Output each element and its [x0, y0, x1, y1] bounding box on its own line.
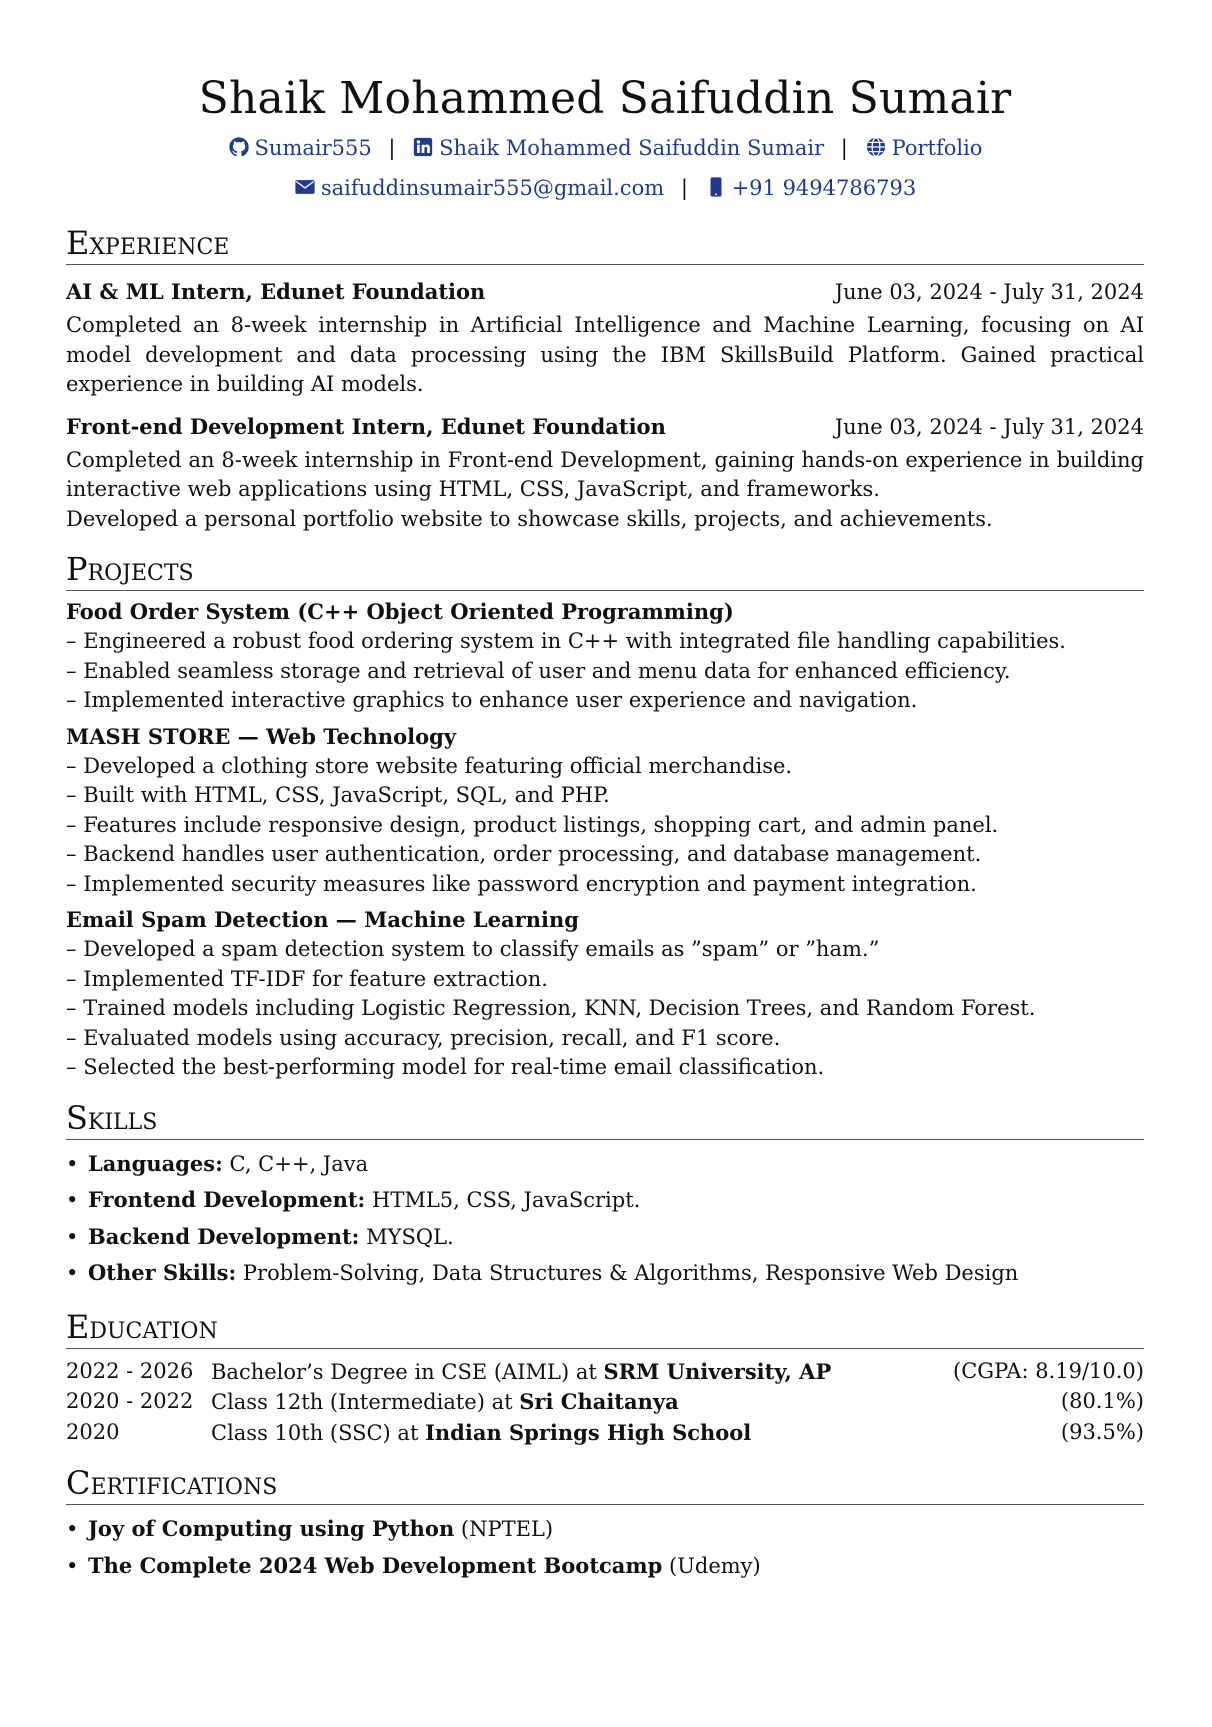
- linkedin-link[interactable]: [412, 136, 831, 160]
- globe-icon: [865, 136, 887, 158]
- project-item: [66, 905, 1144, 1083]
- candidate-name: Shaik Mohammed Saifuddin Sumair: [198, 73, 1012, 124]
- job-title: AI & ML Intern, Edunet Foundation: [66, 279, 486, 304]
- email-link[interactable]: [294, 176, 671, 200]
- skill-label: Backend Development:: [88, 1223, 360, 1249]
- education-degree: Bachelor’s Degree in CSE (AIML) at: [211, 1359, 597, 1384]
- certification-issuer: (NPTEL): [460, 1517, 554, 1541]
- project-point: – Built with HTML, CSS, JavaScript, SQL, and PHP.: [66, 781, 1144, 811]
- section-title-experience: Experience: [66, 224, 1144, 265]
- project-point: – Evaluated models using accuracy, precision, recall, and F1 score.: [66, 1024, 1144, 1054]
- education-school: Sri Chaitanya: [519, 1389, 679, 1414]
- education-score: (CGPA: 8.19/10.0): [953, 1358, 1144, 1383]
- separator: |: [388, 136, 396, 160]
- skill-item: • Frontend Development: HTML5, CSS, JavaScript.: [66, 1187, 641, 1212]
- education-score: (93.5%): [1060, 1419, 1144, 1444]
- education-degree: Class 10th (SSC) at: [211, 1420, 419, 1445]
- education-school: Indian Springs High School: [425, 1419, 752, 1445]
- project-point: – Implemented interactive graphics to enhance user experience and navigation.: [66, 686, 1144, 716]
- github-username: Sumair555: [254, 136, 372, 160]
- job-dates: June 03, 2024 - July 31, 2024: [834, 280, 1144, 304]
- project-title: Food Order System (C++ Object Oriented Programming): [66, 599, 734, 624]
- certification-item: • The Complete 2024 Web Development Bootcamp (Udemy): [66, 1552, 761, 1578]
- certification-name: The Complete 2024 Web Development Bootcamp: [88, 1552, 663, 1578]
- separator: |: [840, 136, 848, 160]
- certification-issuer: (Udemy): [669, 1553, 761, 1578]
- phone-link[interactable]: [705, 176, 917, 200]
- contact-line-2: [66, 168, 1144, 208]
- job-dates: June 03, 2024 - July 31, 2024: [834, 414, 1144, 439]
- project-point: – Developed a clothing store website featuring official merchandise.: [66, 752, 1144, 782]
- skill-item: • Backend Development: MYSQL.: [66, 1223, 454, 1249]
- section-title-projects: Projects: [66, 550, 1144, 591]
- project-point: – Backend handles user authentication, order processing, and database management.: [66, 840, 1144, 870]
- skill-value: Problem-Solving, Data Structures & Algorithms, Responsive Web Design: [242, 1261, 1019, 1285]
- skill-value: HTML5, CSS, JavaScript.: [372, 1188, 641, 1212]
- skill-label: Frontend Development:: [88, 1187, 366, 1212]
- skill-value: MYSQL.: [366, 1224, 454, 1249]
- certification-item: • Joy of Computing using Python (NPTEL): [66, 1516, 554, 1541]
- education-school: SRM University, AP: [603, 1358, 832, 1384]
- portfolio-link[interactable]: [865, 136, 983, 160]
- contact-line-1: [66, 128, 1144, 168]
- education-list: [66, 1357, 1144, 1449]
- skill-value: C, C++, Java: [229, 1151, 369, 1176]
- linkedin-name: Shaik Mohammed Saifuddin Sumair: [439, 136, 825, 160]
- education-degree: Class 12th (Intermediate) at: [211, 1390, 513, 1414]
- project-point: – Implemented TF-IDF for feature extraction.: [66, 965, 1144, 995]
- skill-item: • Languages: C, C++, Java: [66, 1150, 369, 1176]
- project-title: Email Spam Detection — Machine Learning: [66, 907, 579, 932]
- project-title: MASH STORE — Web Technology: [66, 723, 457, 749]
- project-point: – Trained models including Logistic Regression, KNN, Decision Trees, and Random Forest.: [66, 994, 1144, 1024]
- github-link[interactable]: [228, 136, 379, 160]
- project-item: [66, 722, 1144, 900]
- education-row: [66, 1387, 1144, 1418]
- project-point: – Enabled seamless storage and retrieval of user and menu data for enhanced efficiency.: [66, 657, 1144, 687]
- project-item: [66, 597, 1144, 716]
- education-score: (80.1%): [1060, 1389, 1144, 1413]
- project-point: – Selected the best-performing model for real-time email classification.: [66, 1053, 1144, 1083]
- project-point: – Implemented security measures like password encryption and payment integration.: [66, 870, 1144, 900]
- linkedin-icon: [412, 136, 434, 158]
- skills-list: [66, 1146, 1144, 1292]
- phone-number: +91 9494786793: [731, 176, 917, 200]
- section-title-certifications: Certifications: [66, 1464, 1144, 1505]
- mobile-phone-icon: [705, 176, 727, 198]
- separator: |: [680, 176, 688, 200]
- education-years: 2022 - 2026: [66, 1358, 194, 1383]
- section-title-skills: Skills: [66, 1099, 1144, 1140]
- education-row: [66, 1357, 1144, 1388]
- job-description: Completed an 8-week internship in Front-end Development, gaining hands-on experience in building interactive web applications using HTML, CSS, JavaScript, and frameworks.: [66, 447, 1144, 501]
- experience-item: [66, 412, 1144, 535]
- certifications-list: [66, 1511, 1144, 1584]
- skill-label: Languages:: [88, 1150, 223, 1176]
- email-address: saifuddinsumair555@gmail.com: [320, 176, 665, 200]
- skill-item: • Other Skills: Problem-Solving, Data Structures & Algorithms, Responsive Web Design: [66, 1260, 1019, 1285]
- github-icon: [228, 136, 250, 158]
- job-title: Front-end Development Intern, Edunet Foundation: [66, 413, 666, 439]
- envelope-icon: [294, 176, 316, 198]
- job-description: Completed an 8-week internship in Artificial Intelligence and Machine Learning, focusing on AI model development and data processing using the IBM SkillsBuild Platform. Gained practical experience in building AI models.: [66, 313, 1144, 396]
- certification-name: Joy of Computing using Python: [88, 1516, 455, 1541]
- project-point: – Features include responsive design, product listings, shopping cart, and admin panel.: [66, 811, 1144, 841]
- education-years: 2020 - 2022: [66, 1389, 194, 1413]
- resume-content: [66, 70, 1144, 1584]
- education-years: 2020: [66, 1419, 120, 1444]
- project-point: – Engineered a robust food ordering system in C++ with integrated file handling capabilities.: [66, 627, 1144, 657]
- skill-label: Other Skills:: [88, 1260, 237, 1285]
- project-point: – Developed a spam detection system to classify emails as ”spam” or ”ham.”: [66, 935, 1144, 965]
- portfolio-label: Portfolio: [891, 136, 983, 160]
- education-row: [66, 1418, 1144, 1449]
- job-description: Developed a personal portfolio website to showcase skills, projects, and achievements.: [66, 506, 993, 531]
- experience-item: [66, 277, 1144, 400]
- section-title-education: Education: [66, 1308, 1144, 1349]
